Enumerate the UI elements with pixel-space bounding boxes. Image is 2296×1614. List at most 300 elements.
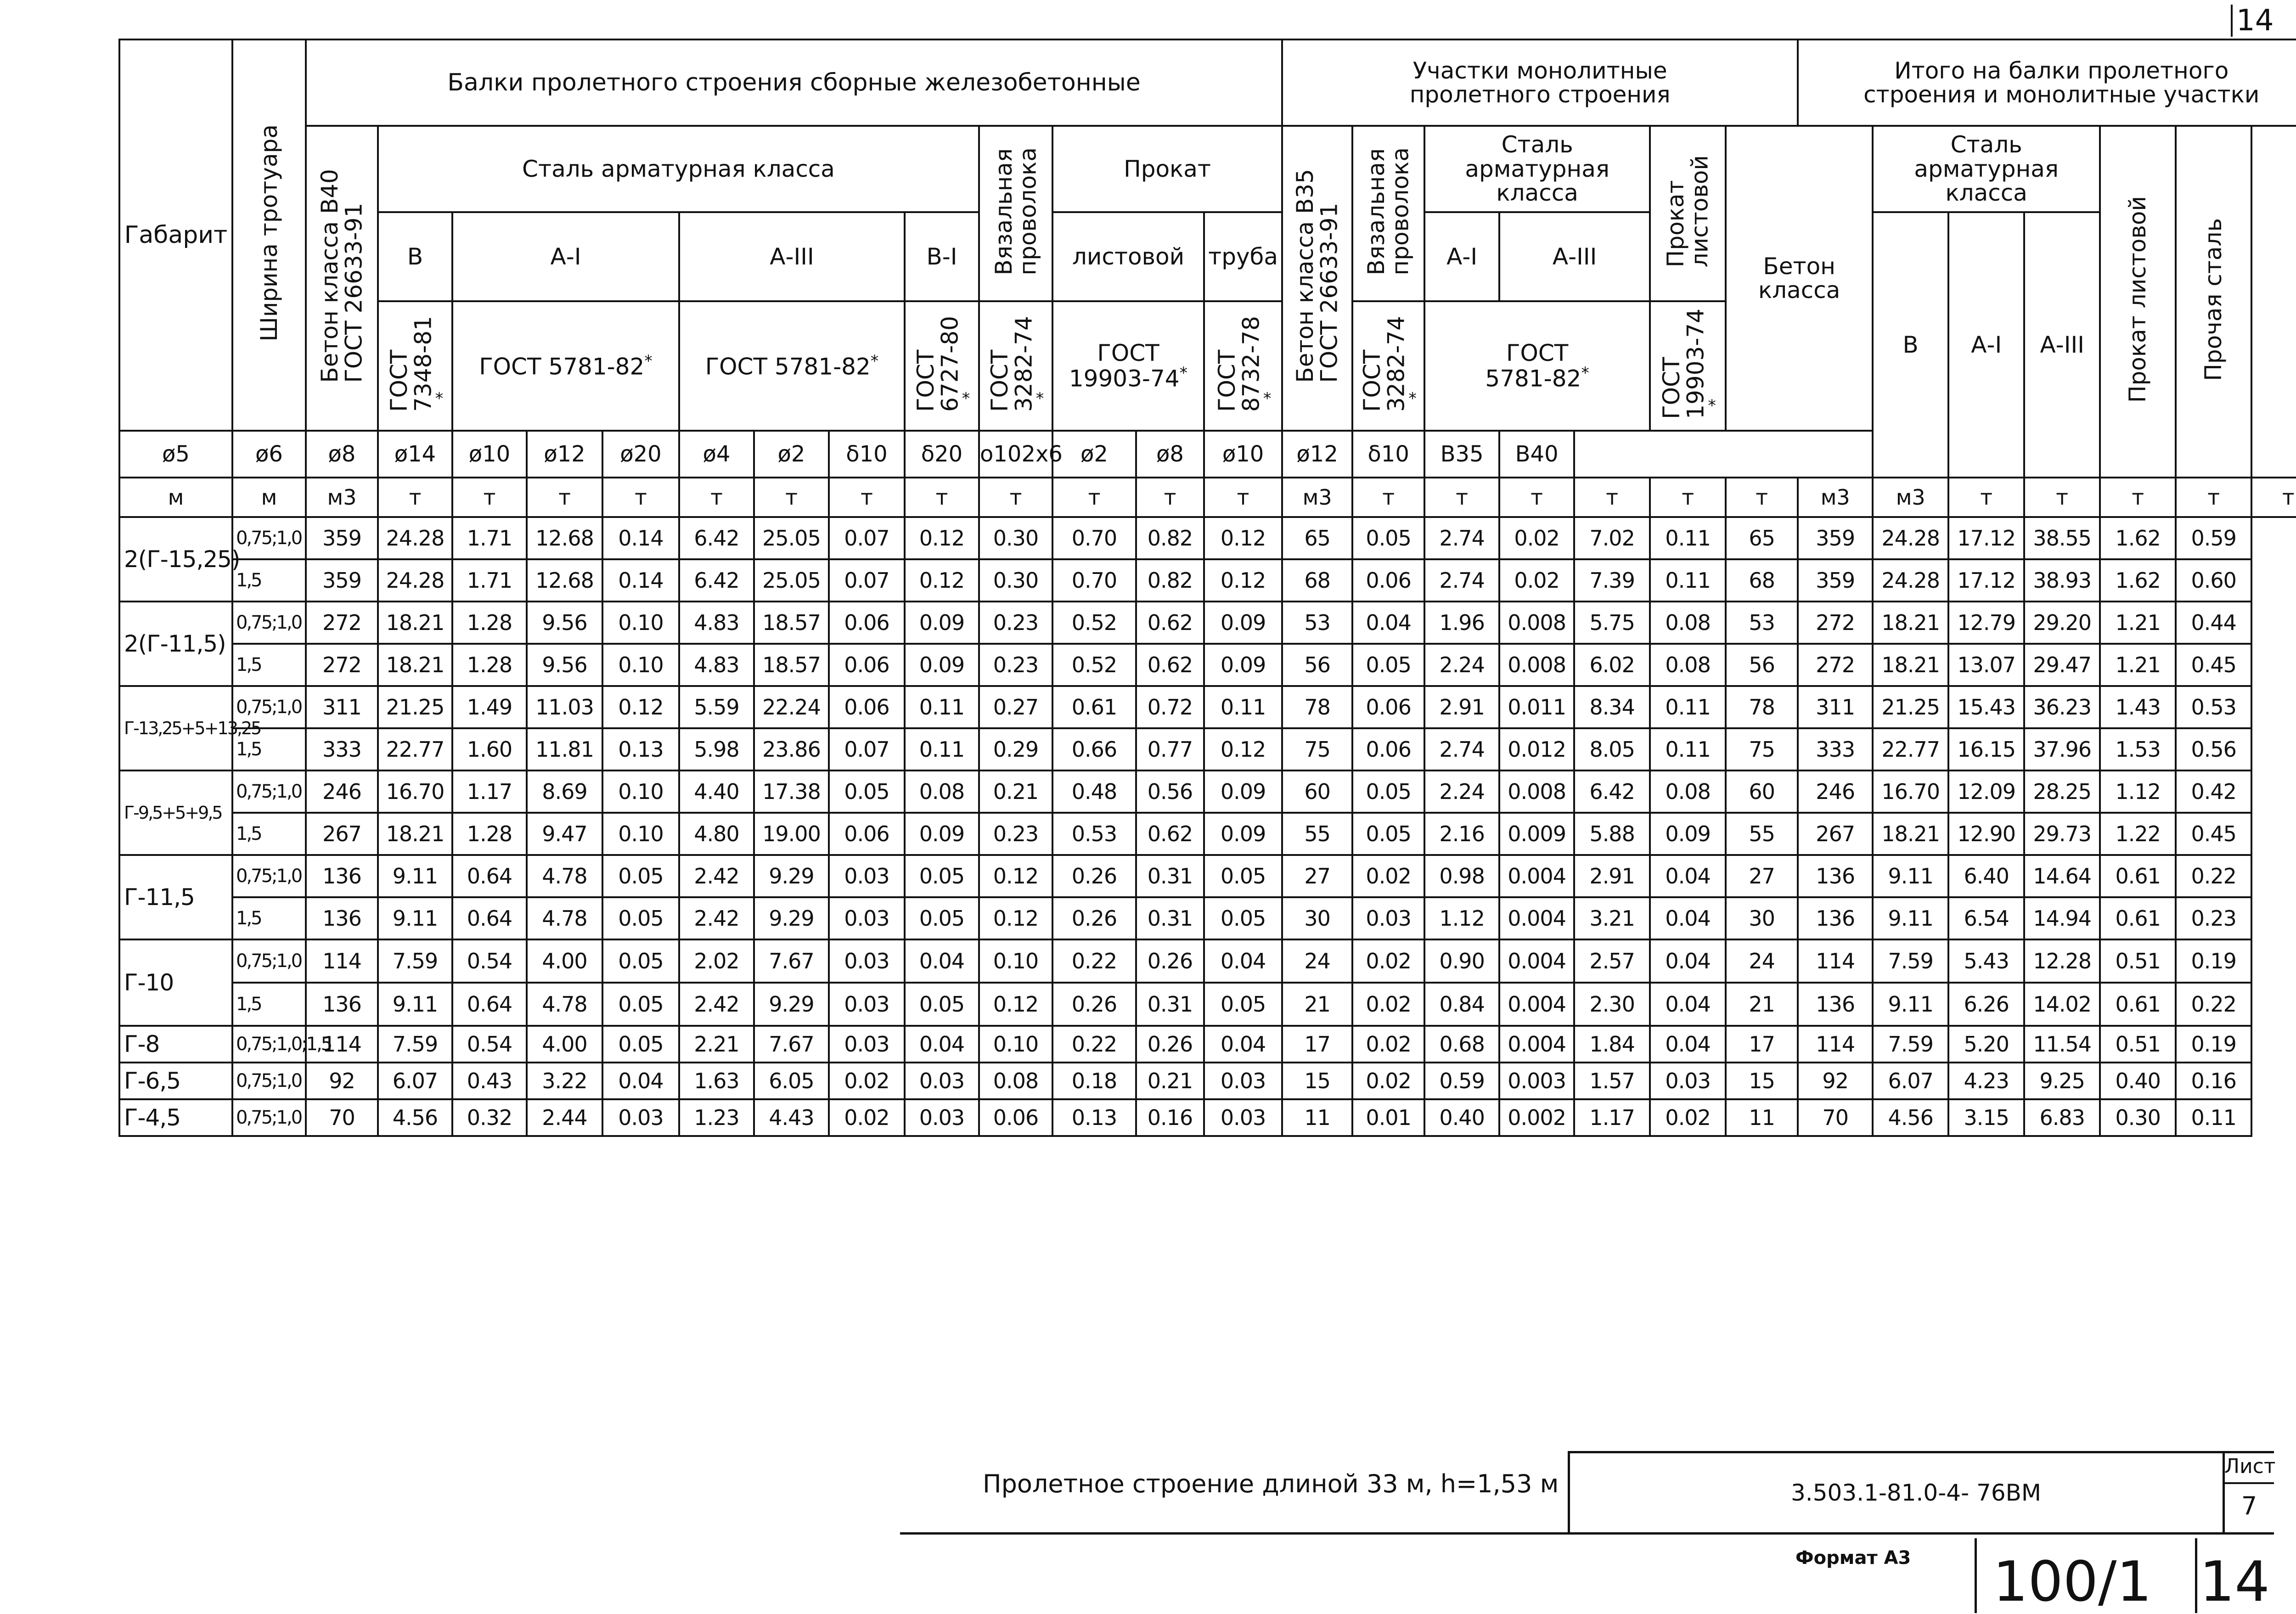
value-cell: 0.11 bbox=[905, 728, 979, 770]
gabarit-cell: 2(Г-15,25) bbox=[119, 517, 232, 602]
value-cell: 0.04 bbox=[1650, 983, 1726, 1026]
value-cell: 114 bbox=[1798, 939, 1873, 983]
header-gost-6727: ГОСТ 6727-80* bbox=[905, 301, 979, 431]
value-cell: 4.78 bbox=[527, 897, 602, 939]
value-cell: 9.29 bbox=[754, 897, 829, 939]
value-cell: 0.05 bbox=[905, 897, 979, 939]
unit-cell: т bbox=[1424, 478, 1499, 517]
value-cell: 0.04 bbox=[602, 1063, 679, 1099]
value-cell: 11.54 bbox=[2024, 1026, 2100, 1063]
value-cell: 0.12 bbox=[1204, 728, 1282, 770]
diameter-cell: ø10 bbox=[452, 431, 527, 478]
diameter-cell: δ20 bbox=[905, 431, 979, 478]
value-cell: 17 bbox=[1282, 1026, 1352, 1063]
value-cell: 0.01 bbox=[1352, 1099, 1424, 1136]
trotuar-cell: 1,5 bbox=[232, 644, 306, 686]
value-cell: 0.06 bbox=[829, 813, 905, 855]
value-cell: 0.52 bbox=[1052, 644, 1136, 686]
value-cell: 0.10 bbox=[602, 602, 679, 644]
value-cell: 0.002 bbox=[1499, 1099, 1574, 1136]
value-cell: 0.48 bbox=[1052, 770, 1136, 813]
header-class-aiii: А-III bbox=[679, 212, 905, 301]
value-cell: 29.73 bbox=[2024, 813, 2100, 855]
diameter-cell: δ10 bbox=[829, 431, 905, 478]
unit-cell: т bbox=[378, 478, 452, 517]
value-cell: 0.40 bbox=[2100, 1063, 2176, 1099]
gabarit-cell: Г-10 bbox=[119, 939, 232, 1026]
header-total-aiii: А-III bbox=[2024, 212, 2100, 478]
value-cell: 2.74 bbox=[1424, 728, 1499, 770]
value-cell: 0.56 bbox=[1136, 770, 1204, 813]
value-cell: 6.42 bbox=[679, 517, 754, 559]
value-cell: 0.009 bbox=[1499, 813, 1574, 855]
value-cell: 5.20 bbox=[1948, 1026, 2024, 1063]
value-cell: 0.22 bbox=[1052, 1026, 1136, 1063]
value-cell: 3.15 bbox=[1948, 1099, 2024, 1136]
value-cell: 36.23 bbox=[2024, 686, 2100, 728]
value-cell: 0.004 bbox=[1499, 939, 1574, 983]
unit-cell: м3 bbox=[1282, 478, 1352, 517]
value-cell: 0.008 bbox=[1499, 770, 1574, 813]
value-cell: 0.40 bbox=[1424, 1099, 1499, 1136]
value-cell: 0.19 bbox=[2176, 1026, 2251, 1063]
value-cell: 9.29 bbox=[754, 983, 829, 1026]
value-cell: 0.13 bbox=[1052, 1099, 1136, 1136]
bottom-number-left: 100/1 bbox=[1993, 1550, 2152, 1614]
value-cell: 0.21 bbox=[1136, 1063, 1204, 1099]
value-cell: 333 bbox=[1798, 728, 1873, 770]
value-cell: 0.70 bbox=[1052, 559, 1136, 602]
value-cell: 0.26 bbox=[1052, 983, 1136, 1026]
value-cell: 92 bbox=[306, 1063, 378, 1099]
value-cell: 4.78 bbox=[527, 983, 602, 1026]
value-cell: 0.51 bbox=[2100, 1026, 2176, 1063]
value-cell: 0.31 bbox=[1136, 897, 1204, 939]
header-mono-aiii: А-III bbox=[1499, 212, 1650, 301]
value-cell: 0.07 bbox=[829, 559, 905, 602]
value-cell: 0.05 bbox=[1352, 813, 1424, 855]
value-cell: 0.56 bbox=[2176, 728, 2251, 770]
value-cell: 60 bbox=[1726, 770, 1798, 813]
value-cell: 0.09 bbox=[905, 813, 979, 855]
value-cell: 0.03 bbox=[602, 1099, 679, 1136]
value-cell: 0.12 bbox=[979, 855, 1052, 897]
value-cell: 0.10 bbox=[602, 644, 679, 686]
value-cell: 0.11 bbox=[2176, 1099, 2251, 1136]
value-cell: 19.00 bbox=[754, 813, 829, 855]
value-cell: 0.06 bbox=[1352, 559, 1424, 602]
unit-cell: т bbox=[2176, 478, 2251, 517]
value-cell: 0.05 bbox=[1204, 983, 1282, 1026]
value-cell: 2.16 bbox=[1424, 813, 1499, 855]
value-cell: 6.42 bbox=[1574, 770, 1650, 813]
table-row bbox=[119, 559, 2296, 602]
value-cell: 0.004 bbox=[1499, 1026, 1574, 1063]
value-cell: 6.26 bbox=[1948, 983, 2024, 1026]
value-cell: 4.83 bbox=[679, 644, 754, 686]
diameter-cell: δ10 bbox=[1352, 431, 1424, 478]
value-cell: 56 bbox=[1726, 644, 1798, 686]
value-cell: 0.004 bbox=[1499, 897, 1574, 939]
value-cell: 136 bbox=[1798, 855, 1873, 897]
value-cell: 0.03 bbox=[1204, 1099, 1282, 1136]
value-cell: 0.59 bbox=[1424, 1063, 1499, 1099]
diameter-cell: ø8 bbox=[306, 431, 378, 478]
unit-cell: т bbox=[1948, 478, 2024, 517]
gabarit-cell: 2(Г-11,5) bbox=[119, 602, 232, 686]
value-cell: 4.43 bbox=[754, 1099, 829, 1136]
value-cell: 29.20 bbox=[2024, 602, 2100, 644]
value-cell: 15 bbox=[1282, 1063, 1352, 1099]
trotuar-cell: 0,75;1,0 bbox=[232, 686, 306, 728]
value-cell: 0.30 bbox=[979, 559, 1052, 602]
header-prokat: Прокат bbox=[1052, 126, 1282, 212]
value-cell: 18.57 bbox=[754, 644, 829, 686]
value-cell: 1.60 bbox=[452, 728, 527, 770]
value-cell: 359 bbox=[306, 517, 378, 559]
value-cell: 16.15 bbox=[1948, 728, 2024, 770]
value-cell: 0.02 bbox=[1499, 517, 1574, 559]
value-cell: 0.04 bbox=[1650, 855, 1726, 897]
value-cell: 0.05 bbox=[1352, 517, 1424, 559]
value-cell: 14.94 bbox=[2024, 897, 2100, 939]
diameter-cell: ø2 bbox=[754, 431, 829, 478]
value-cell: 136 bbox=[306, 983, 378, 1026]
value-cell: 0.12 bbox=[905, 559, 979, 602]
value-cell: 0.30 bbox=[2100, 1099, 2176, 1136]
value-cell: 2.74 bbox=[1424, 559, 1499, 602]
value-cell: 9.11 bbox=[1873, 983, 1948, 1026]
value-cell: 311 bbox=[1798, 686, 1873, 728]
value-cell: 4.00 bbox=[527, 1026, 602, 1063]
value-cell: 0.06 bbox=[829, 602, 905, 644]
unit-cell: м bbox=[119, 478, 232, 517]
header-gost-3282: ГОСТ 3282-74* bbox=[979, 301, 1052, 431]
value-cell: 0.12 bbox=[979, 983, 1052, 1026]
header-mono-ai: А-I bbox=[1424, 212, 1499, 301]
header-mono-vyaz: Вязальная проволока bbox=[1352, 126, 1424, 301]
value-cell: 9.11 bbox=[1873, 897, 1948, 939]
unit-cell: т bbox=[1726, 478, 1798, 517]
value-cell: 37.96 bbox=[2024, 728, 2100, 770]
header-gost-5781-b: ГОСТ 5781-82* bbox=[679, 301, 905, 431]
value-cell: 1.22 bbox=[2100, 813, 2176, 855]
value-cell: 0.23 bbox=[2176, 897, 2251, 939]
header-mono-group: Участки монолитные пролетного строения bbox=[1282, 39, 1798, 126]
value-cell: 0.14 bbox=[602, 559, 679, 602]
stamp-border-top bbox=[1568, 1451, 2274, 1453]
value-cell: 0.02 bbox=[1352, 1063, 1424, 1099]
value-cell: 12.79 bbox=[1948, 602, 2024, 644]
value-cell: 2.74 bbox=[1424, 517, 1499, 559]
value-cell: 0.03 bbox=[829, 897, 905, 939]
value-cell: 0.61 bbox=[1052, 686, 1136, 728]
value-cell: 2.44 bbox=[527, 1099, 602, 1136]
header-class-ai: А-I bbox=[452, 212, 679, 301]
value-cell: 0.05 bbox=[602, 983, 679, 1026]
unit-cell: т bbox=[452, 478, 527, 517]
table-row bbox=[119, 644, 2296, 686]
value-cell: 15.43 bbox=[1948, 686, 2024, 728]
value-cell: 9.29 bbox=[754, 855, 829, 897]
header-mono-prokat: Прокат листовой bbox=[1650, 126, 1726, 301]
value-cell: 16.70 bbox=[378, 770, 452, 813]
table-row bbox=[119, 897, 2296, 939]
diameter-cell: ø20 bbox=[602, 431, 679, 478]
value-cell: 0.04 bbox=[1650, 1026, 1726, 1063]
value-cell: 0.77 bbox=[1136, 728, 1204, 770]
value-cell: 38.93 bbox=[2024, 559, 2100, 602]
value-cell: 5.98 bbox=[679, 728, 754, 770]
value-cell: 0.60 bbox=[2176, 559, 2251, 602]
value-cell: 0.11 bbox=[1650, 728, 1726, 770]
value-cell: 1.17 bbox=[452, 770, 527, 813]
value-cell: 2.30 bbox=[1574, 983, 1650, 1026]
value-cell: 5.75 bbox=[1574, 602, 1650, 644]
value-cell: 0.12 bbox=[1204, 517, 1282, 559]
value-cell: 1.43 bbox=[2100, 686, 2176, 728]
header-total-b: В bbox=[1873, 212, 1948, 478]
header-vyaz-provoloka: Вязальная проволока bbox=[979, 126, 1052, 301]
value-cell: 7.39 bbox=[1574, 559, 1650, 602]
header-listovoy: листовой bbox=[1052, 212, 1204, 301]
value-cell: 2.57 bbox=[1574, 939, 1650, 983]
value-cell: 136 bbox=[1798, 897, 1873, 939]
value-cell: 1.23 bbox=[679, 1099, 754, 1136]
diameter-cell: ø8 bbox=[1136, 431, 1204, 478]
value-cell: 24 bbox=[1726, 939, 1798, 983]
header-class-b: В bbox=[378, 212, 452, 301]
value-cell: 0.12 bbox=[979, 897, 1052, 939]
header-mono-gost-19903: ГОСТ 19903-74* bbox=[1650, 301, 1726, 431]
table-row bbox=[119, 686, 2296, 728]
value-cell: 1.84 bbox=[1574, 1026, 1650, 1063]
unit-cell: т bbox=[1052, 478, 1136, 517]
table-row bbox=[119, 813, 2296, 855]
table-row bbox=[119, 983, 2296, 1026]
page-number-top: 14 bbox=[2231, 5, 2273, 37]
value-cell: 0.10 bbox=[602, 813, 679, 855]
value-cell: 15 bbox=[1726, 1063, 1798, 1099]
value-cell: 2.91 bbox=[1574, 855, 1650, 897]
value-cell: 18.21 bbox=[1873, 644, 1948, 686]
value-cell: 0.27 bbox=[979, 686, 1052, 728]
value-cell: 4.40 bbox=[679, 770, 754, 813]
stamp-sheet-number: 7 bbox=[2241, 1491, 2257, 1520]
trotuar-cell: 0,75;1,0 bbox=[232, 602, 306, 644]
value-cell: 0.04 bbox=[905, 939, 979, 983]
value-cell: 18.21 bbox=[1873, 813, 1948, 855]
value-cell: 0.02 bbox=[829, 1063, 905, 1099]
units-row bbox=[119, 478, 2296, 517]
value-cell: 0.07 bbox=[829, 517, 905, 559]
value-cell: 0.52 bbox=[1052, 602, 1136, 644]
value-cell: 0.07 bbox=[829, 728, 905, 770]
header-mono-gost-3282: ГОСТ 3282-74* bbox=[1352, 301, 1424, 431]
value-cell: 1.62 bbox=[2100, 559, 2176, 602]
header-beams-concrete: Бетон класса В40 ГОСТ 26633-91 bbox=[306, 126, 378, 431]
value-cell: 55 bbox=[1726, 813, 1798, 855]
trotuar-cell: 0,75;1,0 bbox=[232, 770, 306, 813]
value-cell: 0.61 bbox=[2100, 897, 2176, 939]
table-row bbox=[119, 1063, 2296, 1099]
value-cell: 17.12 bbox=[1948, 517, 2024, 559]
trotuar-cell: 0,75;1,0 bbox=[232, 855, 306, 897]
value-cell: 38.55 bbox=[2024, 517, 2100, 559]
diameter-cell: о102х6 bbox=[979, 431, 1052, 478]
value-cell: 28.25 bbox=[2024, 770, 2100, 813]
value-cell: 0.05 bbox=[602, 897, 679, 939]
value-cell: 0.26 bbox=[1052, 897, 1136, 939]
value-cell: 1.71 bbox=[452, 559, 527, 602]
value-cell: 18.21 bbox=[378, 602, 452, 644]
value-cell: 11.81 bbox=[527, 728, 602, 770]
value-cell: 0.64 bbox=[452, 983, 527, 1026]
value-cell: 27 bbox=[1726, 855, 1798, 897]
value-cell: 4.56 bbox=[1873, 1099, 1948, 1136]
value-cell: 0.08 bbox=[979, 1063, 1052, 1099]
value-cell: 7.59 bbox=[1873, 1026, 1948, 1063]
value-cell: 0.05 bbox=[1204, 897, 1282, 939]
value-cell: 0.04 bbox=[1650, 897, 1726, 939]
trotuar-cell: 1,5 bbox=[232, 983, 306, 1026]
value-cell: 4.78 bbox=[527, 855, 602, 897]
value-cell: 0.29 bbox=[979, 728, 1052, 770]
value-cell: 0.61 bbox=[2100, 983, 2176, 1026]
value-cell: 267 bbox=[306, 813, 378, 855]
value-cell: 9.56 bbox=[527, 644, 602, 686]
trotuar-cell: 1,5 bbox=[232, 813, 306, 855]
value-cell: 21 bbox=[1282, 983, 1352, 1026]
value-cell: 1.17 bbox=[1574, 1099, 1650, 1136]
value-cell: 9.25 bbox=[2024, 1063, 2100, 1099]
header-truba: труба bbox=[1204, 212, 1282, 301]
value-cell: 18.21 bbox=[378, 644, 452, 686]
value-cell: 0.06 bbox=[829, 686, 905, 728]
value-cell: 0.30 bbox=[979, 517, 1052, 559]
unit-cell: м3 bbox=[1798, 478, 1873, 517]
value-cell: 24.28 bbox=[1873, 559, 1948, 602]
value-cell: 8.34 bbox=[1574, 686, 1650, 728]
value-cell: 0.05 bbox=[905, 855, 979, 897]
value-cell: 68 bbox=[1282, 559, 1352, 602]
table-row bbox=[119, 1026, 2296, 1063]
value-cell: 4.83 bbox=[679, 602, 754, 644]
value-cell: 0.54 bbox=[452, 939, 527, 983]
value-cell: 14.64 bbox=[2024, 855, 2100, 897]
value-cell: 0.26 bbox=[1052, 855, 1136, 897]
value-cell: 6.05 bbox=[754, 1063, 829, 1099]
table-row bbox=[119, 855, 2296, 897]
value-cell: 27 bbox=[1282, 855, 1352, 897]
value-cell: 1.12 bbox=[2100, 770, 2176, 813]
trotuar-cell: 0,75;1,0 bbox=[232, 517, 306, 559]
value-cell: 1.28 bbox=[452, 602, 527, 644]
value-cell: 0.03 bbox=[1352, 897, 1424, 939]
value-cell: 1.57 bbox=[1574, 1063, 1650, 1099]
header-total-ai: А-I bbox=[1948, 212, 2024, 478]
value-cell: 78 bbox=[1726, 686, 1798, 728]
value-cell: 136 bbox=[306, 855, 378, 897]
value-cell: 6.07 bbox=[1873, 1063, 1948, 1099]
value-cell: 30 bbox=[1726, 897, 1798, 939]
value-cell: 0.66 bbox=[1052, 728, 1136, 770]
value-cell: 6.42 bbox=[679, 559, 754, 602]
header-trotuar: Ширина тротуара bbox=[232, 39, 306, 431]
value-cell: 5.43 bbox=[1948, 939, 2024, 983]
header-gost-8732: ГОСТ 8732-78* bbox=[1204, 301, 1282, 431]
value-cell: 0.04 bbox=[1204, 1026, 1282, 1063]
value-cell: 24 bbox=[1282, 939, 1352, 983]
value-cell: 0.54 bbox=[452, 1026, 527, 1063]
unit-cell: т bbox=[1136, 478, 1204, 517]
value-cell: 4.80 bbox=[679, 813, 754, 855]
diameter-cell: ø5 bbox=[119, 431, 232, 478]
value-cell: 0.82 bbox=[1136, 517, 1204, 559]
value-cell: 0.03 bbox=[829, 939, 905, 983]
value-cell: 53 bbox=[1726, 602, 1798, 644]
value-cell: 7.02 bbox=[1574, 517, 1650, 559]
value-cell: 9.47 bbox=[527, 813, 602, 855]
value-cell: 6.83 bbox=[2024, 1099, 2100, 1136]
value-cell: 0.23 bbox=[979, 813, 1052, 855]
header-total-concrete: Бетон класса bbox=[1726, 126, 1873, 431]
value-cell: 0.05 bbox=[1352, 770, 1424, 813]
bottom-number-divider bbox=[2195, 1538, 2197, 1613]
value-cell: 0.09 bbox=[1204, 813, 1282, 855]
value-cell: 6.07 bbox=[378, 1063, 452, 1099]
unit-cell: т bbox=[1204, 478, 1282, 517]
value-cell: 0.61 bbox=[2100, 855, 2176, 897]
trotuar-cell: 1,5 bbox=[232, 728, 306, 770]
table-row bbox=[119, 517, 2296, 559]
value-cell: 136 bbox=[306, 897, 378, 939]
value-cell: 2.91 bbox=[1424, 686, 1499, 728]
bottom-number-right: 14 bbox=[2200, 1550, 2270, 1614]
header-total-prokat: Прокат листовой bbox=[2100, 126, 2176, 478]
value-cell: 0.45 bbox=[2176, 644, 2251, 686]
value-cell: 9.11 bbox=[378, 855, 452, 897]
diameter-cell: ø2 bbox=[1052, 431, 1136, 478]
value-cell: 30 bbox=[1282, 897, 1352, 939]
value-cell: 0.90 bbox=[1424, 939, 1499, 983]
unit-cell: т bbox=[829, 478, 905, 517]
value-cell: 0.98 bbox=[1424, 855, 1499, 897]
value-cell: 272 bbox=[1798, 602, 1873, 644]
value-cell: 6.54 bbox=[1948, 897, 2024, 939]
value-cell: 114 bbox=[306, 1026, 378, 1063]
value-cell: 0.59 bbox=[2176, 517, 2251, 559]
value-cell: 11.03 bbox=[527, 686, 602, 728]
gabarit-cell: Г-4,5 bbox=[119, 1099, 232, 1136]
unit-cell: т bbox=[2100, 478, 2176, 517]
value-cell: 1.49 bbox=[452, 686, 527, 728]
value-cell: 0.31 bbox=[1136, 983, 1204, 1026]
diameter-cell: ø4 bbox=[679, 431, 754, 478]
value-cell: 0.008 bbox=[1499, 602, 1574, 644]
value-cell: 0.09 bbox=[1204, 644, 1282, 686]
value-cell: 0.31 bbox=[1136, 855, 1204, 897]
value-cell: 7.59 bbox=[378, 1026, 452, 1063]
value-cell: 0.04 bbox=[1352, 602, 1424, 644]
value-cell: 0.03 bbox=[829, 1026, 905, 1063]
value-cell: 0.22 bbox=[2176, 855, 2251, 897]
value-cell: 13.07 bbox=[1948, 644, 2024, 686]
unit-cell: т bbox=[1499, 478, 1574, 517]
value-cell: 5.88 bbox=[1574, 813, 1650, 855]
value-cell: 272 bbox=[306, 602, 378, 644]
value-cell: 0.05 bbox=[602, 1026, 679, 1063]
